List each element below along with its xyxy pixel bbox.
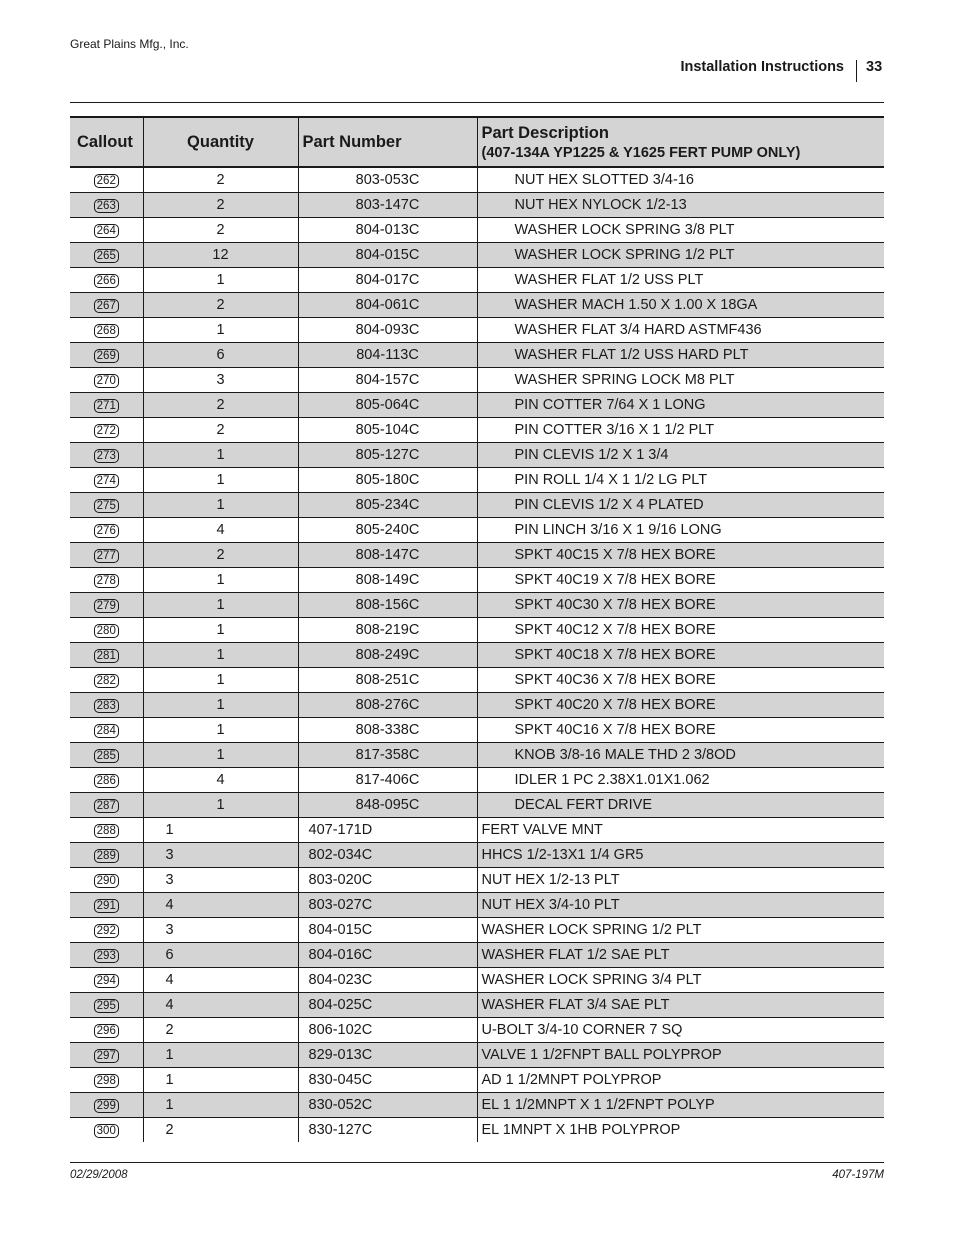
callout-cell: [70, 693, 143, 718]
part-number-cell: 805-064C: [298, 393, 477, 418]
part-number-cell: 804-113C: [298, 343, 477, 368]
table-row: [70, 368, 884, 393]
table-row: [70, 243, 884, 268]
callout-cell: [70, 943, 143, 968]
quantity-cell: 3: [143, 868, 298, 893]
part-number-cell: 804-061C: [298, 293, 477, 318]
quantity-cell: 2: [143, 1118, 298, 1143]
callout-cell: [70, 193, 143, 218]
table-header-row: [70, 117, 884, 167]
quantity-cell: 1: [143, 593, 298, 618]
part-description-cell: NUT HEX 3/4-10 PLT: [477, 893, 884, 918]
callout-cell: [70, 268, 143, 293]
quantity-cell: 2: [143, 1018, 298, 1043]
callout-cell: [70, 368, 143, 393]
callout-cell: [70, 493, 143, 518]
part-description-cell: VALVE 1 1/2FNPT BALL POLYPROP: [477, 1043, 884, 1068]
callout-badge: 285: [94, 749, 119, 763]
part-number-cell: 805-240C: [298, 518, 477, 543]
callout-badge: 265: [94, 249, 119, 263]
callout-badge: 269: [94, 349, 119, 363]
callout-badge: 277: [94, 549, 119, 563]
callout-badge: 278: [94, 574, 119, 588]
part-number-cell: 808-338C: [298, 718, 477, 743]
quantity-cell: 1: [143, 443, 298, 468]
callout-badge: 284: [94, 724, 119, 738]
part-description-cell: SPKT 40C36 X 7/8 HEX BORE: [477, 668, 884, 693]
table-row: [70, 1118, 884, 1143]
table-row: [70, 193, 884, 218]
callout-cell: [70, 918, 143, 943]
footer-doc-number: 407-197M: [832, 1169, 884, 1181]
callout-badge: 262: [94, 174, 119, 188]
callout-badge: 282: [94, 674, 119, 688]
footer-rule: [70, 1162, 884, 1163]
quantity-column-header: Quantity: [143, 117, 298, 167]
table-row: [70, 1093, 884, 1118]
quantity-cell: 2: [143, 393, 298, 418]
part-number-cell: 805-127C: [298, 443, 477, 468]
quantity-cell: 1: [143, 568, 298, 593]
table-row: [70, 418, 884, 443]
part-description-cell: SPKT 40C19 X 7/8 HEX BORE: [477, 568, 884, 593]
table-row: [70, 918, 884, 943]
quantity-cell: 1: [143, 718, 298, 743]
callout-badge: 298: [94, 1074, 119, 1088]
part-number-cell: 830-045C: [298, 1068, 477, 1093]
part-description-cell: WASHER FLAT 1/2 SAE PLT: [477, 943, 884, 968]
section-title: Installation Instructions: [680, 59, 844, 75]
part-description-cell: SPKT 40C15 X 7/8 HEX BORE: [477, 543, 884, 568]
table-row: [70, 618, 884, 643]
quantity-cell: 2: [143, 218, 298, 243]
callout-cell: [70, 167, 143, 193]
callout-cell: [70, 743, 143, 768]
callout-badge: 275: [94, 499, 119, 513]
part-number-column-header: Part Number: [298, 117, 477, 167]
callout-cell: [70, 868, 143, 893]
part-number-cell: 817-406C: [298, 768, 477, 793]
callout-badge: 289: [94, 849, 119, 863]
callout-badge: 279: [94, 599, 119, 613]
part-description-cell: PIN CLEVIS 1/2 X 4 PLATED: [477, 493, 884, 518]
part-number-cell: 804-093C: [298, 318, 477, 343]
part-number-cell: 407-171D: [298, 818, 477, 843]
callout-badge: 267: [94, 299, 119, 313]
part-number-cell: 808-219C: [298, 618, 477, 643]
quantity-cell: 1: [143, 318, 298, 343]
callout-badge: 288: [94, 824, 119, 838]
table-row: [70, 843, 884, 868]
part-description-cell: AD 1 1/2MNPT POLYPROP: [477, 1068, 884, 1093]
callout-badge: 283: [94, 699, 119, 713]
part-number-cell: 808-149C: [298, 568, 477, 593]
part-number-cell: 803-020C: [298, 868, 477, 893]
part-description-cell: WASHER LOCK SPRING 1/2 PLT: [477, 243, 884, 268]
table-row: [70, 493, 884, 518]
quantity-cell: 2: [143, 193, 298, 218]
part-number-cell: 806-102C: [298, 1018, 477, 1043]
table-row: [70, 943, 884, 968]
footer-date: 02/29/2008: [70, 1169, 128, 1181]
part-number-cell: 848-095C: [298, 793, 477, 818]
part-description-cell: WASHER LOCK SPRING 3/4 PLT: [477, 968, 884, 993]
part-description-cell: SPKT 40C30 X 7/8 HEX BORE: [477, 593, 884, 618]
part-description-cell: HHCS 1/2-13X1 1/4 GR5: [477, 843, 884, 868]
part-description-cell: WASHER MACH 1.50 X 1.00 X 18GA: [477, 293, 884, 318]
quantity-cell: 1: [143, 1093, 298, 1118]
callout-cell: [70, 443, 143, 468]
callout-badge: 300: [94, 1124, 119, 1138]
callout-badge: 280: [94, 624, 119, 638]
part-number-cell: 802-034C: [298, 843, 477, 868]
table-row: [70, 1018, 884, 1043]
callout-cell: [70, 793, 143, 818]
quantity-cell: 1: [143, 468, 298, 493]
callout-cell: [70, 343, 143, 368]
part-description-column-header: [477, 117, 884, 167]
quantity-cell: 2: [143, 167, 298, 193]
table-row: [70, 468, 884, 493]
part-description-cell: PIN COTTER 3/16 X 1 1/2 PLT: [477, 418, 884, 443]
part-description-cell: WASHER FLAT 3/4 SAE PLT: [477, 993, 884, 1018]
part-number-cell: 803-027C: [298, 893, 477, 918]
callout-badge: 297: [94, 1049, 119, 1063]
table-row: [70, 868, 884, 893]
quantity-cell: 4: [143, 968, 298, 993]
table-row: [70, 543, 884, 568]
part-number-cell: 804-013C: [298, 218, 477, 243]
table-row: [70, 643, 884, 668]
table-row: [70, 568, 884, 593]
part-description-cell: NUT HEX NYLOCK 1/2-13: [477, 193, 884, 218]
part-number-cell: 830-052C: [298, 1093, 477, 1118]
callout-badge: 273: [94, 449, 119, 463]
callout-cell: [70, 218, 143, 243]
table-row: [70, 518, 884, 543]
part-number-cell: 805-234C: [298, 493, 477, 518]
header-rule: [70, 102, 884, 103]
callout-badge: 295: [94, 999, 119, 1013]
part-description-cell: PIN ROLL 1/4 X 1 1/2 LG PLT: [477, 468, 884, 493]
quantity-cell: 2: [143, 418, 298, 443]
quantity-cell: 2: [143, 543, 298, 568]
part-description-cell: FERT VALVE MNT: [477, 818, 884, 843]
quantity-cell: 1: [143, 1068, 298, 1093]
callout-cell: [70, 993, 143, 1018]
part-description-cell: WASHER FLAT 1/2 USS HARD PLT: [477, 343, 884, 368]
callout-badge: 266: [94, 274, 119, 288]
table-row: [70, 218, 884, 243]
quantity-cell: 6: [143, 943, 298, 968]
part-number-cell: 804-015C: [298, 243, 477, 268]
table-row: [70, 593, 884, 618]
callout-badge: 281: [94, 649, 119, 663]
part-description-cell: PIN COTTER 7/64 X 1 LONG: [477, 393, 884, 418]
quantity-cell: 4: [143, 993, 298, 1018]
callout-cell: [70, 718, 143, 743]
part-description-cell: EL 1MNPT X 1HB POLYPROP: [477, 1118, 884, 1143]
part-description-cell: PIN CLEVIS 1/2 X 1 3/4: [477, 443, 884, 468]
parts-table-body: [70, 167, 884, 1142]
callout-cell: [70, 318, 143, 343]
table-row: [70, 768, 884, 793]
table-row: [70, 1068, 884, 1093]
part-number-cell: 808-276C: [298, 693, 477, 718]
table-row: [70, 318, 884, 343]
quantity-cell: 1: [143, 818, 298, 843]
callout-badge: 294: [94, 974, 119, 988]
quantity-cell: 1: [143, 268, 298, 293]
part-description-cell: WASHER FLAT 1/2 USS PLT: [477, 268, 884, 293]
part-number-cell: 804-016C: [298, 943, 477, 968]
callout-cell: [70, 643, 143, 668]
part-description-cell: NUT HEX SLOTTED 3/4-16: [477, 167, 884, 193]
part-number-cell: 808-147C: [298, 543, 477, 568]
part-number-cell: 808-156C: [298, 593, 477, 618]
quantity-cell: 2: [143, 293, 298, 318]
callout-cell: [70, 1068, 143, 1093]
header-separator: [856, 60, 857, 82]
table-row: [70, 693, 884, 718]
callout-cell: [70, 893, 143, 918]
quantity-cell: 12: [143, 243, 298, 268]
callout-badge: 290: [94, 874, 119, 888]
part-number-cell: 804-023C: [298, 968, 477, 993]
company-name: Great Plains Mfg., Inc.: [70, 37, 189, 51]
table-row: [70, 893, 884, 918]
quantity-cell: 1: [143, 743, 298, 768]
quantity-cell: 1: [143, 643, 298, 668]
callout-cell: [70, 293, 143, 318]
quantity-cell: 3: [143, 918, 298, 943]
callout-badge: 291: [94, 899, 119, 913]
quantity-cell: 1: [143, 668, 298, 693]
part-description-cell: IDLER 1 PC 2.38X1.01X1.062: [477, 768, 884, 793]
parts-table: [70, 116, 884, 1142]
page-number: 33: [866, 59, 883, 75]
part-description-cell: PIN LINCH 3/16 X 1 9/16 LONG: [477, 518, 884, 543]
part-description-cell: WASHER LOCK SPRING 1/2 PLT: [477, 918, 884, 943]
part-number-cell: 830-127C: [298, 1118, 477, 1143]
part-description-cell: NUT HEX 1/2-13 PLT: [477, 868, 884, 893]
part-number-cell: 805-180C: [298, 468, 477, 493]
callout-column-header: Callout: [70, 117, 143, 167]
table-row: [70, 718, 884, 743]
quantity-cell: 4: [143, 518, 298, 543]
table-row: [70, 1043, 884, 1068]
callout-cell: [70, 468, 143, 493]
quantity-cell: 4: [143, 893, 298, 918]
part-number-cell: 804-017C: [298, 268, 477, 293]
part-description-subtitle: (407-134A YP1225 & Y1625 FERT PUMP ONLY): [481, 144, 801, 161]
table-row: [70, 743, 884, 768]
callout-badge: 268: [94, 324, 119, 338]
quantity-cell: 3: [143, 368, 298, 393]
table-row: [70, 993, 884, 1018]
callout-badge: 276: [94, 524, 119, 538]
table-row: [70, 443, 884, 468]
part-number-cell: 817-358C: [298, 743, 477, 768]
part-number-cell: 804-157C: [298, 368, 477, 393]
callout-badge: 272: [94, 424, 119, 438]
callout-cell: [70, 568, 143, 593]
part-description-cell: EL 1 1/2MNPT X 1 1/2FNPT POLYP: [477, 1093, 884, 1118]
quantity-cell: 1: [143, 618, 298, 643]
callout-cell: [70, 1093, 143, 1118]
callout-cell: [70, 418, 143, 443]
table-row: [70, 268, 884, 293]
callout-badge: 271: [94, 399, 119, 413]
callout-cell: [70, 393, 143, 418]
part-number-cell: 805-104C: [298, 418, 477, 443]
table-row: [70, 793, 884, 818]
callout-badge: 286: [94, 774, 119, 788]
callout-badge: 296: [94, 1024, 119, 1038]
part-number-cell: 804-015C: [298, 918, 477, 943]
part-description-cell: SPKT 40C16 X 7/8 HEX BORE: [477, 718, 884, 743]
table-row: [70, 818, 884, 843]
part-description-cell: KNOB 3/8-16 MALE THD 2 3/8OD: [477, 743, 884, 768]
table-row: [70, 343, 884, 368]
callout-badge: 270: [94, 374, 119, 388]
callout-cell: [70, 968, 143, 993]
callout-cell: [70, 843, 143, 868]
callout-cell: [70, 668, 143, 693]
part-number-cell: 803-147C: [298, 193, 477, 218]
quantity-cell: 3: [143, 843, 298, 868]
quantity-cell: 1: [143, 493, 298, 518]
part-number-cell: 803-053C: [298, 167, 477, 193]
part-description-title: Part Description: [481, 123, 609, 142]
part-description-cell: DECAL FERT DRIVE: [477, 793, 884, 818]
callout-badge: 293: [94, 949, 119, 963]
part-number-cell: 808-249C: [298, 643, 477, 668]
callout-badge: 274: [94, 474, 119, 488]
part-description-cell: SPKT 40C18 X 7/8 HEX BORE: [477, 643, 884, 668]
callout-cell: [70, 768, 143, 793]
callout-badge: 299: [94, 1099, 119, 1113]
part-description-cell: SPKT 40C20 X 7/8 HEX BORE: [477, 693, 884, 718]
table-row: [70, 968, 884, 993]
part-number-cell: 808-251C: [298, 668, 477, 693]
quantity-cell: 4: [143, 768, 298, 793]
table-row: [70, 393, 884, 418]
callout-cell: [70, 618, 143, 643]
part-number-cell: 829-013C: [298, 1043, 477, 1068]
part-description-cell: U-BOLT 3/4-10 CORNER 7 SQ: [477, 1018, 884, 1043]
callout-cell: [70, 243, 143, 268]
part-description-cell: WASHER FLAT 3/4 HARD ASTMF436: [477, 318, 884, 343]
callout-cell: [70, 518, 143, 543]
table-row: [70, 668, 884, 693]
callout-badge: 292: [94, 924, 119, 938]
table-row: [70, 167, 884, 193]
callout-cell: [70, 593, 143, 618]
callout-badge: 287: [94, 799, 119, 813]
callout-cell: [70, 543, 143, 568]
part-number-cell: 804-025C: [298, 993, 477, 1018]
callout-cell: [70, 1043, 143, 1068]
quantity-cell: 6: [143, 343, 298, 368]
quantity-cell: 1: [143, 793, 298, 818]
callout-badge: 263: [94, 199, 119, 213]
part-description-cell: SPKT 40C12 X 7/8 HEX BORE: [477, 618, 884, 643]
callout-cell: [70, 818, 143, 843]
callout-badge: 264: [94, 224, 119, 238]
callout-cell: [70, 1118, 143, 1143]
quantity-cell: 1: [143, 693, 298, 718]
callout-cell: [70, 1018, 143, 1043]
part-description-cell: WASHER LOCK SPRING 3/8 PLT: [477, 218, 884, 243]
part-description-cell: WASHER SPRING LOCK M8 PLT: [477, 368, 884, 393]
quantity-cell: 1: [143, 1043, 298, 1068]
table-row: [70, 293, 884, 318]
